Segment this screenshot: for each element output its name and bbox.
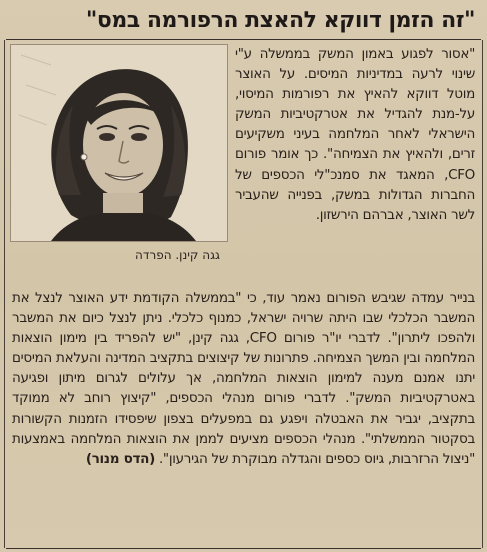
article-headline: "זה הזמן דווקא להאצת הרפורמה במס" xyxy=(85,8,475,33)
right-border xyxy=(482,40,483,548)
left-border xyxy=(4,40,5,548)
headline-divider xyxy=(6,39,481,40)
body-paragraph xyxy=(12,288,475,469)
body-paragraph-text: בנייר עמדה שגיבש הפורום נאמר עוד, כי "בממשלה הקודמת ידע האוצר לנצל את המשבר הכלכלי שבו היתה שרויה ישראל, כמנוף כלכלי. ניתן לנצל כיום את המשבר ולהפכו ליתרון". לדברי יו"ר פורום CFO, גגה קינן, "יש להפריד בין מימון הוצאות המלחמה ובין המשך הצמיחה. פתרונות של קיצוצים בתקציב המדינה והעלאת המיסים יתנו אמנם מענה למימון הוצאות המלחמה, אך עלולים לגרום מיתון ופגיעה באטרקטיביות המשק". לדברי פורום מנהלי הכספים, "קיצוץ רוחב לא ממוקד בתקציב, יגביר את האבטלה ויפגע גם במפעלים בצפון שיפסידו הזמנות הקשורות בסקטור הממשלתי". מנהלי הכספים מציעים לממן את הוצאות המלחמה באמצעות "ניצול הרזרבות, גיוס כספים והגדלה מבוקרת של הגירעון". xyxy=(12,290,475,467)
photo-caption: גגה קינן. הפרדה xyxy=(135,248,220,262)
bottom-border xyxy=(6,548,481,549)
portrait-illustration xyxy=(11,45,227,241)
article-column-text xyxy=(235,44,475,287)
portrait-photo xyxy=(10,44,228,242)
article-signature: (הדס מנור) xyxy=(85,450,155,467)
article-body-text xyxy=(12,288,475,544)
column-paragraph: "אסור לפגוע באמון המשק בממשלה ע"י שינוי לרעה במדיניות המיסים. על האוצר מוטל דווקא להאיץ את רפורמות המיסוי, על-מנת להגדיל את אטרקטיביות המשק הישראלי לאחר המלחמה בעיני משקיעים זרים, ולהאיץ את הצמיחה". כך אומר פורום CFO, המאגד את סמנכ"לי הכספים של החברות הגדולות במשק, בפנייה שהעביר לשר האוצר, אברהם הירשזון. xyxy=(235,46,475,223)
